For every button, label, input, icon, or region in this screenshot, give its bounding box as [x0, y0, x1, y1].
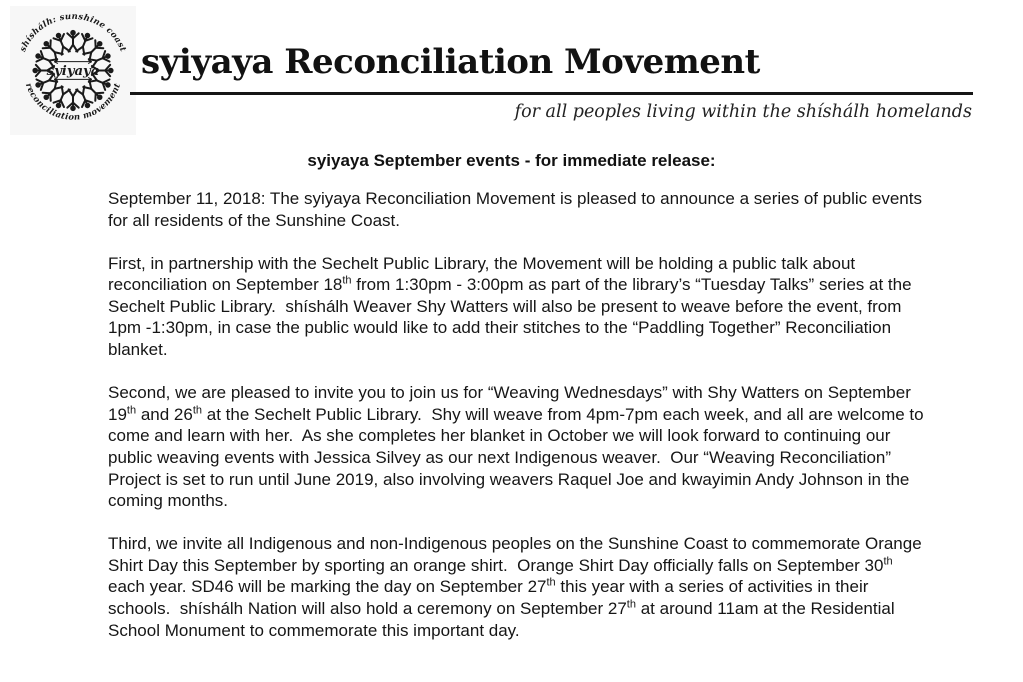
syiyaya-circle-of-figures-icon: [10, 6, 136, 135]
logo-center-label: syiyaya: [46, 63, 100, 79]
header-divider: [130, 92, 973, 95]
document-body: [108, 188, 929, 663]
paragraph: September 11, 2018: The syiyaya Reconciliation Movement is pleased to announce a series of public events for all residents of the Sunshine Coast.: [108, 189, 927, 230]
paragraph: First, in partnership with the Sechelt Public Library, the Movement will be holding a public talk about reconciliation on September 18th from 1:30pm - 3:00pm as part of the library’s “Tuesday Talks” series at the Sechelt Public Library. shíshálh Weaver Shy Watters will also be present to weave before the event, from 1pm -1:30pm, in case the public would like to add their stitches to the “Paddling Together” Reconciliation blanket.: [108, 253, 917, 360]
paragraph: Third, we invite all Indigenous and non-Indigenous peoples on the Sunshine Coast to commemorate Orange Shirt Day this September by sporting an orange shirt. Orange Shirt Day officially falls on September 30th each year. SD46 will be marking the day on September 27th this year with a series of activities in their schools. shíshálh Nation will also hold a ceremony on September 27th at around 11am at the Residential School Monument to commemorate this important day.: [108, 534, 927, 640]
page-title: syiyaya Reconciliation Movement: [141, 42, 760, 82]
syiyaya-logo: [10, 6, 136, 135]
header-tagline: for all peoples living within the shíshálh homelands: [514, 102, 972, 122]
paragraph: Second, we are pleased to invite you to join us for “Weaving Wednesdays” with Shy Watters on September 19th and 26th at the Sechelt Public Library. Shy will weave from 4pm-7pm each week, and all are welcome to come and learn with her. As she completes her blanket in October we will look forward to continuing our public weaving events with Jessica Silvey as our next Indigenous weaver. Our “Weaving Reconciliation” Project is set to run until June 2019, also involving weavers Raquel Joe and kwayimin Andy Johnson in the coming months.: [108, 383, 929, 511]
release-heading: syiyaya September events - for immediate release:: [307, 151, 716, 170]
logo-bottom-arc-label: reconciliation movement: [22, 81, 124, 123]
logo-top-arc-label: shíshálh: sunshine coast: [18, 11, 128, 54]
